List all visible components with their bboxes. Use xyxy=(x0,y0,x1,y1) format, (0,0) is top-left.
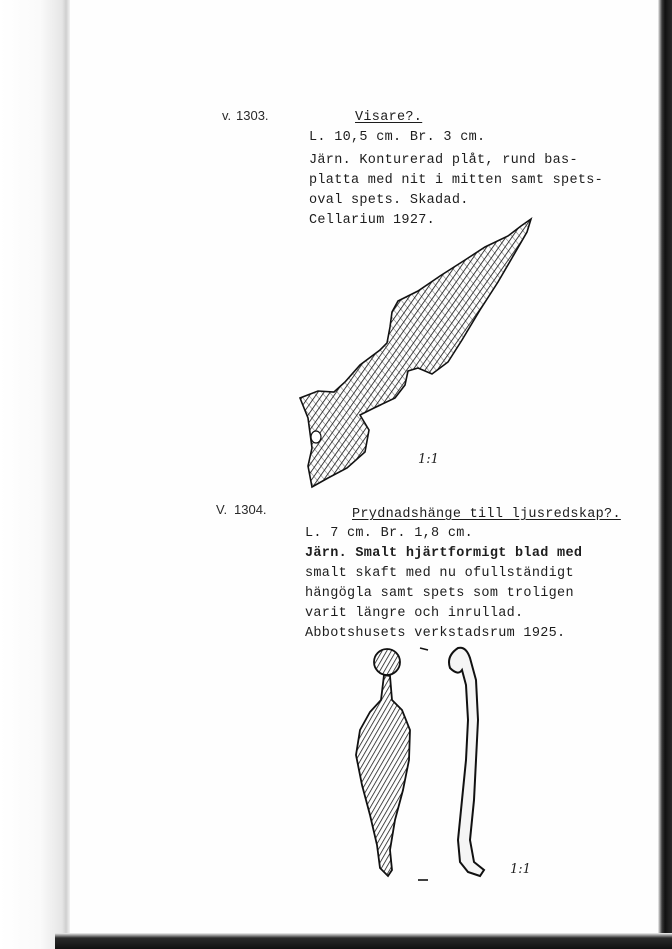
entry-line: Abbotshusets verkstadsrum 1925. xyxy=(305,626,566,641)
entry-mark: V. xyxy=(216,502,228,517)
entry-line: smalt skaft med nu ofullständigt xyxy=(305,566,574,581)
entry-line: Järn. Konturerad plåt, rund bas- xyxy=(309,153,578,168)
entry-line: oval spets. Skadad. xyxy=(309,193,469,208)
entry-line: Järn. Smalt hjärtformigt blad med xyxy=(305,546,583,561)
entry-mark: v. xyxy=(222,108,232,123)
entry-line: platta med nit i mitten samt spets- xyxy=(309,173,604,188)
entry-number: 1303. xyxy=(236,108,269,123)
entry-heading: Prydnadshänge till ljusredskap?. xyxy=(352,507,621,522)
entry-line: L. 7 cm. Br. 1,8 cm. xyxy=(305,526,474,541)
entry-heading: Visare?. xyxy=(355,110,423,125)
entry-line: varit längre och inrullad. xyxy=(305,606,524,621)
entry-line: L. 10,5 cm. Br. 3 cm. xyxy=(309,130,486,145)
scale-label: 1:1 xyxy=(510,862,531,877)
scale-label: 1:1 xyxy=(418,452,439,467)
entry-line: Cellarium 1927. xyxy=(309,213,436,228)
entry-line: hängögla samt spets som troligen xyxy=(305,586,574,601)
entry-number: 1304. xyxy=(234,502,267,517)
